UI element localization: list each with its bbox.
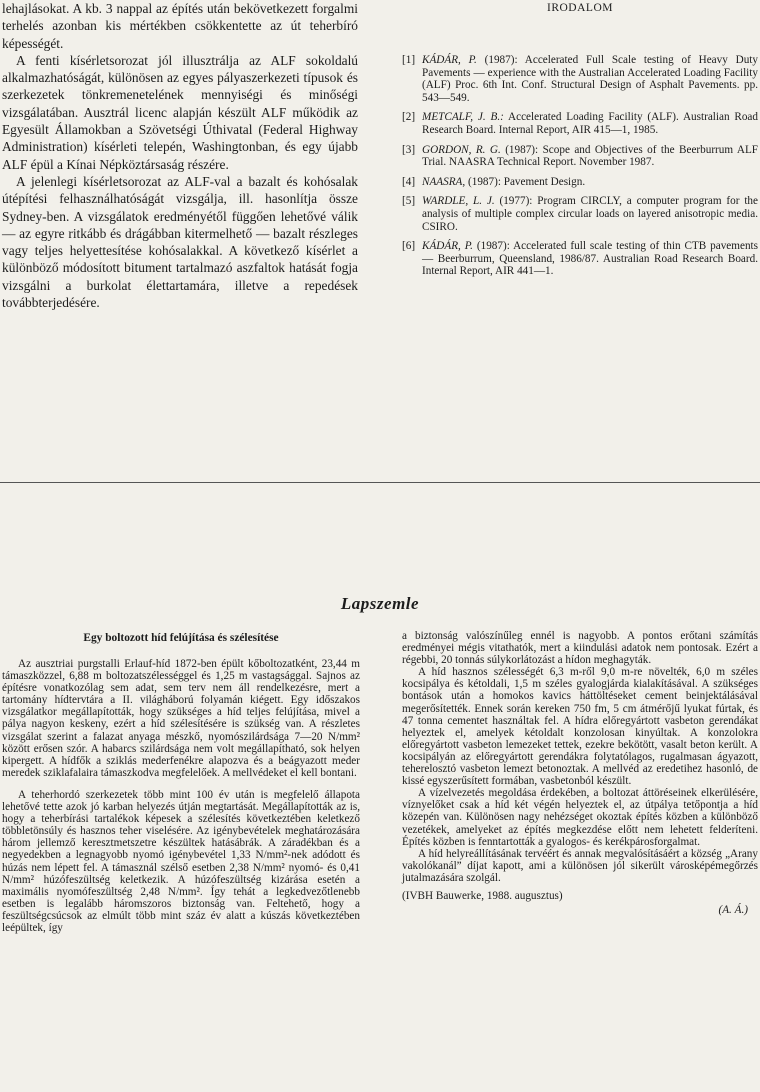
reference-number: [6] (402, 240, 416, 253)
section-title: Lapszemle (340, 594, 420, 613)
article-title: Egy boltozott híd felújítása és szélesítése (83, 632, 279, 644)
reference-text: (1987): Pavement Design. (465, 175, 586, 188)
reference-number: [4] (402, 175, 416, 188)
article-paragraph: A vízelvezetés megoldása érdekében, a boltozat áttöréseinek elkerülésére, víznyelőket csak a híd két végén helyeztek el, az útpálya tetőpontja a híd közepén van. Különösen nagy nehézséget okoztak építés közben a különböző vezetékek, amelyeket az építés megkezdése előtt nem lehetett felderíteni. Építés közben is fenntartották a gyalogos- és kerékpárosforgalmat. (402, 787, 758, 848)
paragraph: A fenti kísérletsorozat jól illusztrálja az ALF sokoldalú alkalmazhatóságát, különösen az egyes pályaszerkezeti típusok és szerkezetek tönkremenetelének mennyiségi és minőségi vizsgálatában. Ausztrál licenc alapján készült ALF működik az Egyesült Államokban a Szövetségi Úthivatal (Federal Highway Administration) kísérleti telepén, Washingtonban, és egy újabb ALF épül a Kínai Népköztársaság részére. (2, 52, 358, 172)
top-left-column (2, 0, 358, 311)
reference-item (402, 176, 758, 189)
article-left-column (2, 632, 360, 944)
reference-text: Accelerated Loading Facility (ALF). Australian Road Research Board. Internal Report, AIR 415—1, 1985. (422, 111, 758, 136)
reference-author: NAASRA, (422, 175, 466, 188)
references-title: IRODALOM (547, 2, 613, 14)
references-column (402, 0, 758, 285)
section-divider (0, 482, 760, 483)
reference-number: [2] (402, 111, 416, 124)
article-signature: (A. Á.) (718, 903, 748, 916)
reference-number: [3] (402, 143, 416, 156)
paragraph: lehajlásokat. A kb. 3 nappal az építés után bekövetkezett forgalmi terhelés azonban kis mértékben csökkentette az út teherbíró képességét. (2, 1, 358, 51)
article-paragraph: A híd helyreállításának tervéért és annak megvalósításáért a község „Arany vakolókanál” díjat kapott, ami a különösen jól sikerült városképémegőrzés jutalmazására szolgál. (402, 847, 758, 884)
reference-number: [5] (402, 195, 416, 208)
reference-text: (1987): Accelerated full scale testing of thin CTB pavements — Beerburrum, Queensland, 1986/87. Australian Road Research Board. Internal Report, AIR 441—1. (422, 240, 758, 278)
reference-author: GORDON, R. G. (422, 143, 501, 156)
article-right-column (402, 630, 758, 916)
article-paragraph: a biztonság valószínűleg ennél is nagyobb. A pontos erőtani számítás eredményei mégis vitathatók, mert a kiindulási adatok nem pontosak. Ezért a régebbi, 20 tonnás súlykorlátozást a hídon meghagyták. (402, 630, 758, 667)
reference-item (402, 144, 758, 169)
reference-text: (1987): Scope and Objectives of the Beerburrum ALF Trial. NAASRA Technical Report. November 1987. (422, 143, 759, 169)
reference-author: KÁDÁR, P. (422, 54, 477, 66)
reference-text: (1987): Accelerated Full Scale testing of Heavy Duty Pavements — experience with the Australian Accelerated Loading Facility (ALF) Proc. 6th Int. Conf. Structural Design of Asphalt Pavements. pp. 543—549. (422, 54, 758, 104)
paragraph: A jelenlegi kísérletsorozat az ALF-val a bazalt és kohósalak útépítési felhasználhatóságát vizsgálja, ill. hasonlítja össze Sydney-ben. A vizsgálatok eredményétől függően lehetővé válik — az egyre ritkább és drágábban kitermelhető — bazalt részleges vagy teljes helyettesítése kohósalakkal. A következő kísérlet a különböző módosított bitument tartalmazó aszfaltok hatását fogja vizsgálni a burkolat élettartamára, illetve a repedések továbbterjedésére. (2, 173, 358, 311)
reference-author: WARDLE, L. J. (422, 195, 495, 208)
reference-item (402, 195, 758, 233)
article-paragraph: A híd hasznos szélességét 6,3 m-ről 9,0 m-re növelték, 6,0 m széles kocsipálya és kétoldali, 1,5 m széles gyalogjárda kialakításával. A szükséges bontások után a homokos kavics háttöltéseket cement beinjektálásával megerősítették. Ennek során kereken 750 fm, 5 cm átmérőjű lyukat fúrtak, és 47 tonna cementet használtak fel. A hídra előregyártott vasbeton gerendákat helyeztek el, amelyek kétoldalt konzolosan kinyúltak. A konzolokra előregyártott vasbeton lemezeket tettek, ezekre bekötött, vasalt beton került. A kocsipályán az előregyártott gerendákra folytatólagos, rugalmasan ágyazott, teherelosztó vasbeton lemezt betonoztak. A mellvéd az eredetihez hasonló, de kissé egyszerűsített formában, vasbetonból készült. (402, 666, 758, 788)
reference-item (402, 54, 758, 104)
reference-item (402, 111, 758, 136)
reference-author: METCALF, J. B.: (422, 111, 504, 124)
reference-author: KÁDÁR, P. (422, 240, 473, 253)
article-source: (IVBH Bauwerke, 1988. augusztus) (402, 889, 563, 902)
reference-text: (1977): Program CIRCLY, a computer program for the analysis of multiple complex circular loads on layered anisotropic media. CSIRO. (422, 195, 758, 233)
reference-item (402, 240, 758, 278)
article-paragraph: Az ausztriai purgstalli Erlauf-híd 1872-ben épült kőboltozatként, 23,44 m támaszközzel, 6,88 m boltozatszélességgel és 1,25 m vastagsággal. Sajnos az építésre vonatkozólag sem adat, sem terv nem áll rendelkezésre, mert a tartomány hídtervtára a II. világháború folyamán kiégett. Egy időszakos vizsgálatkor megállapították, hogy szükséges a híd teljes felújítása, mivel a pálya nagyon keskeny, ezért a híd szélesítésére is szükség van. A részletes vizsgálat szerint a falazat anyaga mészkő, nyomószilárdsága 7—20 N/mm² között erősen szór. A habarcs szilárdsága nem volt megállapítható, sok helyen kipergett. A hídfők a sziklás mederfenékre alapozva és a beágyazott meder meredek sziklafalaira támaszkodva megfelelőek. A mellvédeket el kell bontani. (2, 658, 360, 779)
article-paragraph: A teherhordó szerkezetek több mint 100 év után is megfelelő állapota lehetővé tette azok jó karban helyezés útján megtartását. Megállapították az is, hogy a teherbírási tartalékok képesek a szélesítés következtében keletkező többletönsúly és hasznos teher viselésére. Az igénybevételek meghatározására három jellemző keresztmetszetre készültek hatásábrák. A záradékban és a negyedekben a legnagyobb nyomó igénybevétel 1,33 N/mm²-nek adódott és húzás nem lépett fel. A támasznál szélső esetben 2,38 N/mm² nyomó- és 0,41 N/mm² húzófeszültség keletkezik. A húzófeszültség kizárása esetén a maximális nyomófeszültség 2,48 N/mm². Így tehát a legkedvezőtlenebb esetben is legalább háromszoros biztonság van. Feltehető, hogy a feszültségcsúcsok az elmúlt több mint száz év alatt a kúszás következtében leépültek, így (2, 788, 360, 934)
reference-number: [1] (402, 54, 416, 66)
